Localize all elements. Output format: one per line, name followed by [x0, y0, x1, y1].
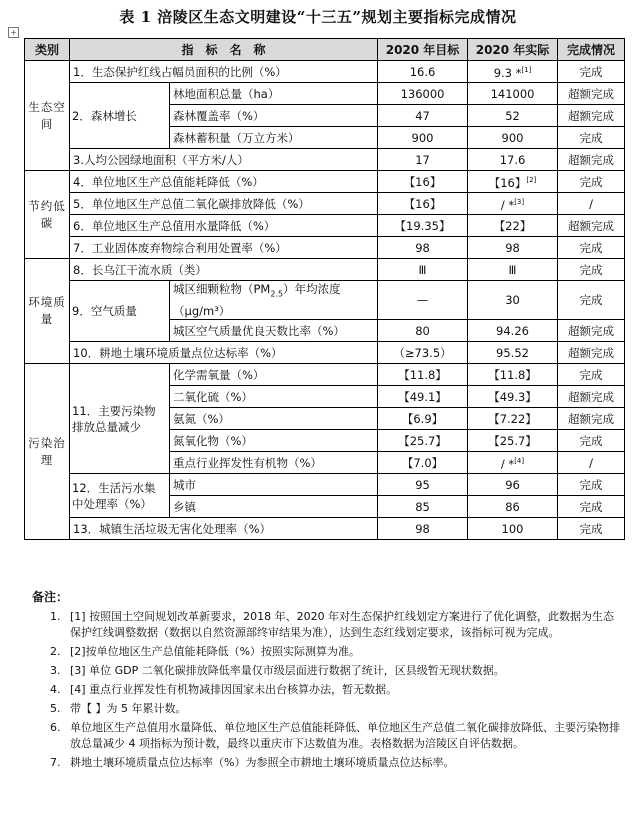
table-row [25, 259, 625, 281]
target-value: 【25.7】 [378, 430, 468, 452]
note-item [24, 720, 624, 752]
table-title: 表 1 涪陵区生态文明建设“十三五”规划主要指标完成情况 [119, 8, 517, 26]
actual-value: 94.26 [468, 320, 558, 342]
header-target: 2020 年目标 [378, 39, 468, 61]
status-value: 完成 [558, 61, 625, 83]
status-value: 完成 [558, 127, 625, 149]
actual-value: 【16】 [488, 175, 527, 190]
indicator-name: 林地面积总量（ha） [170, 83, 378, 105]
actual-value: 【11.8】 [468, 364, 558, 386]
note-text: 带【 】为 5 年累计数。 [70, 702, 187, 715]
table-row [25, 149, 625, 171]
status-value: 超额完成 [558, 342, 625, 364]
actual-value: 【49.3】 [468, 386, 558, 408]
status-value: 完成 [558, 518, 625, 540]
actual-cell [468, 171, 558, 193]
actual-cell [468, 61, 558, 83]
target-value: 136000 [378, 83, 468, 105]
table-row [25, 61, 625, 83]
status-value: 超额完成 [558, 215, 625, 237]
note-item [24, 644, 624, 660]
indicator-name: 7．工业固体废弃物综合利用处置率（%） [70, 237, 378, 259]
indicator-name: 二氧化硫（%） [170, 386, 378, 408]
target-value: 【16】 [378, 171, 468, 193]
target-value: 98 [378, 518, 468, 540]
footnote-ref: [1] [521, 66, 532, 75]
category-eco-space: 生态空间 [25, 61, 70, 171]
target-value: 【19.35】 [378, 215, 468, 237]
status-value: 超额完成 [558, 320, 625, 342]
footnote-ref: [3] [514, 198, 525, 207]
actual-value: 17.6 [468, 149, 558, 171]
category-energy-low-carbon: 节约低碳 [25, 171, 70, 259]
actual-value: 9.3 * [493, 65, 522, 80]
status-value: / [558, 193, 625, 215]
actual-value: 900 [468, 127, 558, 149]
actual-cell [468, 193, 558, 215]
indicator-name: 10．耕地土壤环境质量点位达标率（%） [70, 342, 378, 364]
table-row [25, 518, 625, 540]
status-value: 完成 [558, 430, 625, 452]
note-text: 耕地土壤环境质量点位达标率（%）为参照全市耕地土壤环境质量点位达标率。 [70, 756, 455, 769]
indicator-name: 3.人均公园绿地面积（平方米/人） [70, 149, 378, 171]
actual-value: 95.52 [468, 342, 558, 364]
actual-value: 100 [468, 518, 558, 540]
actual-value: 【25.7】 [468, 430, 558, 452]
actual-value: Ⅲ [468, 259, 558, 281]
status-value: 完成 [558, 364, 625, 386]
header-category: 类别 [25, 39, 70, 61]
target-value: 【49.1】 [378, 386, 468, 408]
table-header-row [25, 39, 625, 61]
table-row [25, 171, 625, 193]
actual-value: 86 [468, 496, 558, 518]
indicator-name: 8．长乌江干流水质（类） [70, 259, 378, 281]
note-number: 2. [50, 645, 61, 658]
actual-value: 52 [468, 105, 558, 127]
target-value: 47 [378, 105, 468, 127]
status-value: 完成 [558, 237, 625, 259]
notes-list [24, 609, 624, 771]
pm-subscript: 2.5 [270, 289, 284, 299]
actual-value: 96 [468, 474, 558, 496]
status-value: / [558, 452, 625, 474]
target-value: — [378, 281, 468, 320]
indicator-name: 6．单位地区生产总值用水量降低（%） [70, 215, 378, 237]
indicator-group: 2．森林增长 [70, 83, 170, 149]
indicator-table [24, 38, 625, 540]
indicator-name: 森林覆盖率（%） [170, 105, 378, 127]
target-value: （≥73.5） [378, 342, 468, 364]
pm-label: 城区细颗粒物（PM [173, 282, 271, 297]
indicator-name: 乡镇 [170, 496, 378, 518]
note-number: 4. [50, 683, 61, 696]
table-row [25, 342, 625, 364]
indicator-name: 重点行业挥发性有机物（%） [170, 452, 378, 474]
target-value: 【6.9】 [378, 408, 468, 430]
indicator-name: 1．生态保护红线占幅员面积的比例（%） [70, 61, 378, 83]
status-value: 完成 [558, 474, 625, 496]
status-value: 完成 [558, 496, 625, 518]
note-item [24, 701, 624, 717]
notes-heading: 备注： [32, 590, 69, 604]
header-status: 完成情况 [558, 39, 625, 61]
actual-value: / * [500, 456, 515, 471]
note-number: 5. [50, 702, 61, 715]
table-move-handle-icon[interactable]: + [8, 27, 19, 38]
note-item [24, 755, 624, 771]
indicator-name: 森林蓄积量（万立方米） [170, 127, 378, 149]
actual-value: 30 [468, 281, 558, 320]
actual-value: / * [500, 197, 515, 212]
target-value: 【11.8】 [378, 364, 468, 386]
target-value: 900 [378, 127, 468, 149]
target-value: 98 [378, 237, 468, 259]
note-number: 7. [50, 756, 61, 769]
actual-cell [468, 452, 558, 474]
target-value: 【7.0】 [378, 452, 468, 474]
indicator-name: 13．城镇生活垃圾无害化处理率（%） [70, 518, 378, 540]
indicator-name: 氮氧化物（%） [170, 430, 378, 452]
target-value: Ⅲ [378, 259, 468, 281]
target-value: 16.6 [378, 61, 468, 83]
category-pollution: 污染治理 [25, 364, 70, 540]
table-row [25, 215, 625, 237]
note-item [24, 609, 624, 641]
status-value: 超额完成 [558, 386, 625, 408]
indicator-name: 化学需氧量（%） [170, 364, 378, 386]
note-text: 单位地区生产总值用水量降低、单位地区生产总值能耗降低、单位地区生产总值二氧化碳排放降低、主要污染物排放总量减少 4 项指标为预计数，最终以重庆市下达数值为准。表格数据为涪陵区自评估数据。 [70, 721, 620, 750]
indicator-name [170, 281, 378, 320]
status-value: 完成 [558, 259, 625, 281]
indicator-group: 11．主要污染物排放总量减少 [70, 364, 170, 474]
table-row [25, 193, 625, 215]
indicator-group: 12．生活污水集中处理率（%） [70, 474, 170, 518]
indicator-group: 9．空气质量 [70, 281, 170, 342]
indicator-name: 城区空气质量优良天数比率（%） [170, 320, 378, 342]
table-row [25, 474, 625, 496]
note-number: 3. [50, 664, 61, 677]
category-env-quality: 环境质量 [25, 259, 70, 364]
header-indicator: 指 标 名 称 [70, 39, 378, 61]
actual-value: 98 [468, 237, 558, 259]
note-text: [3] 单位 GDP 二氧化碳排放降低率量仅市级层面进行数据了统计，区县级暂无现状数据。 [70, 664, 505, 677]
status-value: 超额完成 [558, 149, 625, 171]
status-value: 超额完成 [558, 408, 625, 430]
note-number: 6. [50, 721, 61, 734]
target-value: 17 [378, 149, 468, 171]
pm-label-tail: ）年均浓度（μg/m³） [173, 282, 341, 318]
table-row [25, 281, 625, 320]
indicator-name: 5．单位地区生产总值二氧化碳排放降低（%） [70, 193, 378, 215]
indicator-name: 氨氮（%） [170, 408, 378, 430]
actual-value: 【7.22】 [468, 408, 558, 430]
target-value: 【16】 [378, 193, 468, 215]
status-value: 完成 [558, 171, 625, 193]
header-actual: 2020 年实际 [468, 39, 558, 61]
status-value: 超额完成 [558, 83, 625, 105]
actual-value: 141000 [468, 83, 558, 105]
footnote-ref: [2] [526, 176, 537, 185]
notes-section [24, 588, 624, 774]
note-text: [2]按单位地区生产总值能耗降低（%）按照实际测算为准。 [70, 645, 361, 658]
note-text: [4] 重点行业挥发性有机物减排因国家未出台核算办法，暂无数据。 [70, 683, 398, 696]
table-row [25, 83, 625, 105]
actual-value: 【22】 [468, 215, 558, 237]
target-value: 80 [378, 320, 468, 342]
table-row [25, 364, 625, 386]
note-item [24, 682, 624, 698]
status-value: 完成 [558, 281, 625, 320]
footnote-ref: [4] [514, 457, 525, 466]
note-item [24, 663, 624, 679]
indicator-name: 城市 [170, 474, 378, 496]
target-value: 95 [378, 474, 468, 496]
table-row [25, 237, 625, 259]
status-value: 超额完成 [558, 105, 625, 127]
indicator-name: 4．单位地区生产总值能耗降低（%） [70, 171, 378, 193]
note-number: 1. [50, 610, 61, 623]
target-value: 85 [378, 496, 468, 518]
note-text: [1] 按照国土空间规划改革新要求，2018 年、2020 年对生态保护红线划定方案进行了优化调整，此数据为生态保护红线调整数据（数据以自然资源部终审结果为准），达到生态红线划定要求，该指标可视为完成。 [70, 610, 615, 639]
